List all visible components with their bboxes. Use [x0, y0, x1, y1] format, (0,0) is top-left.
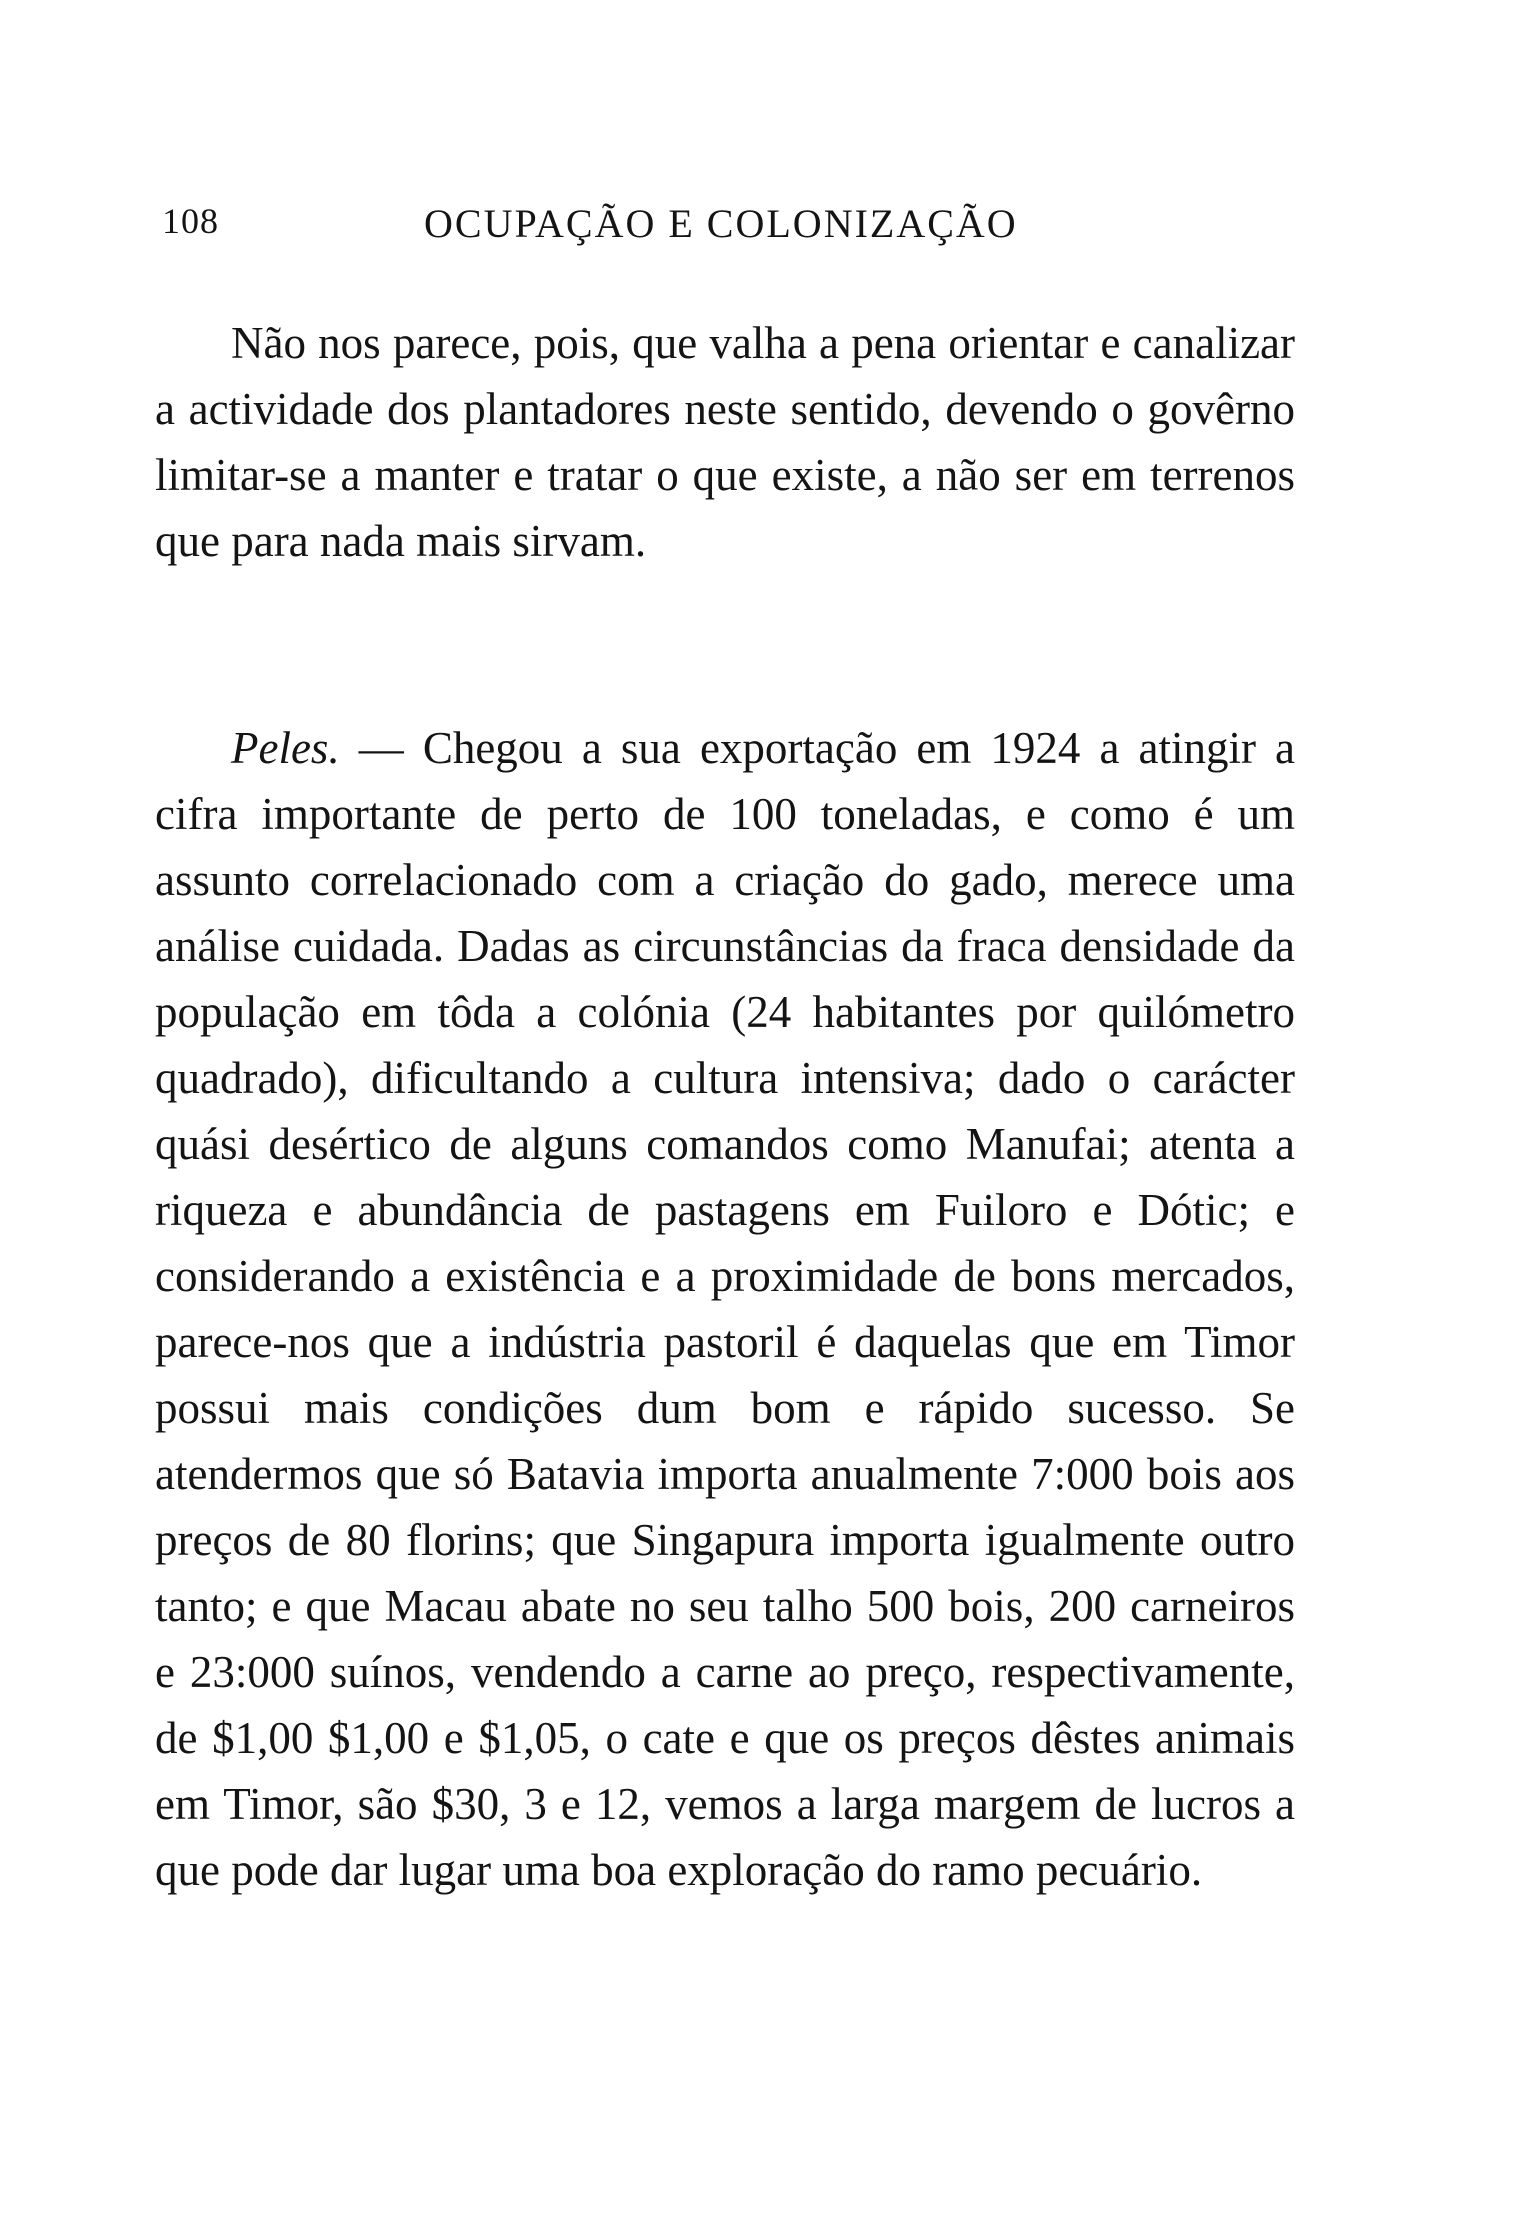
running-title: OCUPAÇÃO E COLONIZAÇÃO [424, 201, 1018, 246]
section-lead-peles: Peles. [231, 723, 340, 773]
paragraph-plantations: Não nos parece, pois, que valha a pena orientar e canalizar a actividade dos plantadores neste sentido, devendo o govêrno limitar-se a manter e tratar o que existe, a não ser em terrenos que para nada mais sirvam. [155, 318, 1295, 566]
page-header [162, 200, 1302, 260]
page-number: 108 [162, 201, 219, 241]
paragraph-peles-body: — Chegou a sua exportação em 1924 a atingir a cifra importante de perto de 100 toneladas, e como é um assunto correlacionado com a criação do gado, merece uma análise cuidada. Dadas as circunstâncias da fraca densidade da população em tôda a colónia (24 habitantes por quilómetro quadrado), dificultando a cultura intensiva; dado o carácter quási desértico de alguns comandos como Manufai; atenta a riqueza e abundância de pastagens em Fuiloro e Dótic; e considerando a existência e a proximidade de bons mercados, parece-nos que a indústria pastoril é daquelas que em Timor possui mais condições dum bom e rápido sucesso. Se atendermos que só Batavia importa anualmente 7:000 bois aos preços de 80 florins; que Singapura importa igualmente outro tanto; e que Macau abate no seu talho 500 bois, 200 carneiros e 23:000 suínos, vendendo a carne ao preço, respectivamente, de $1,00 $1,00 e $1,05, o cate e que os preços dêstes animais em Timor, são $30, 3 e 12, vemos a larga margem de lucros a que pode dar lugar uma boa exploração do ramo pecuário. [155, 723, 1295, 1895]
paragraph-peles [155, 715, 1295, 1903]
